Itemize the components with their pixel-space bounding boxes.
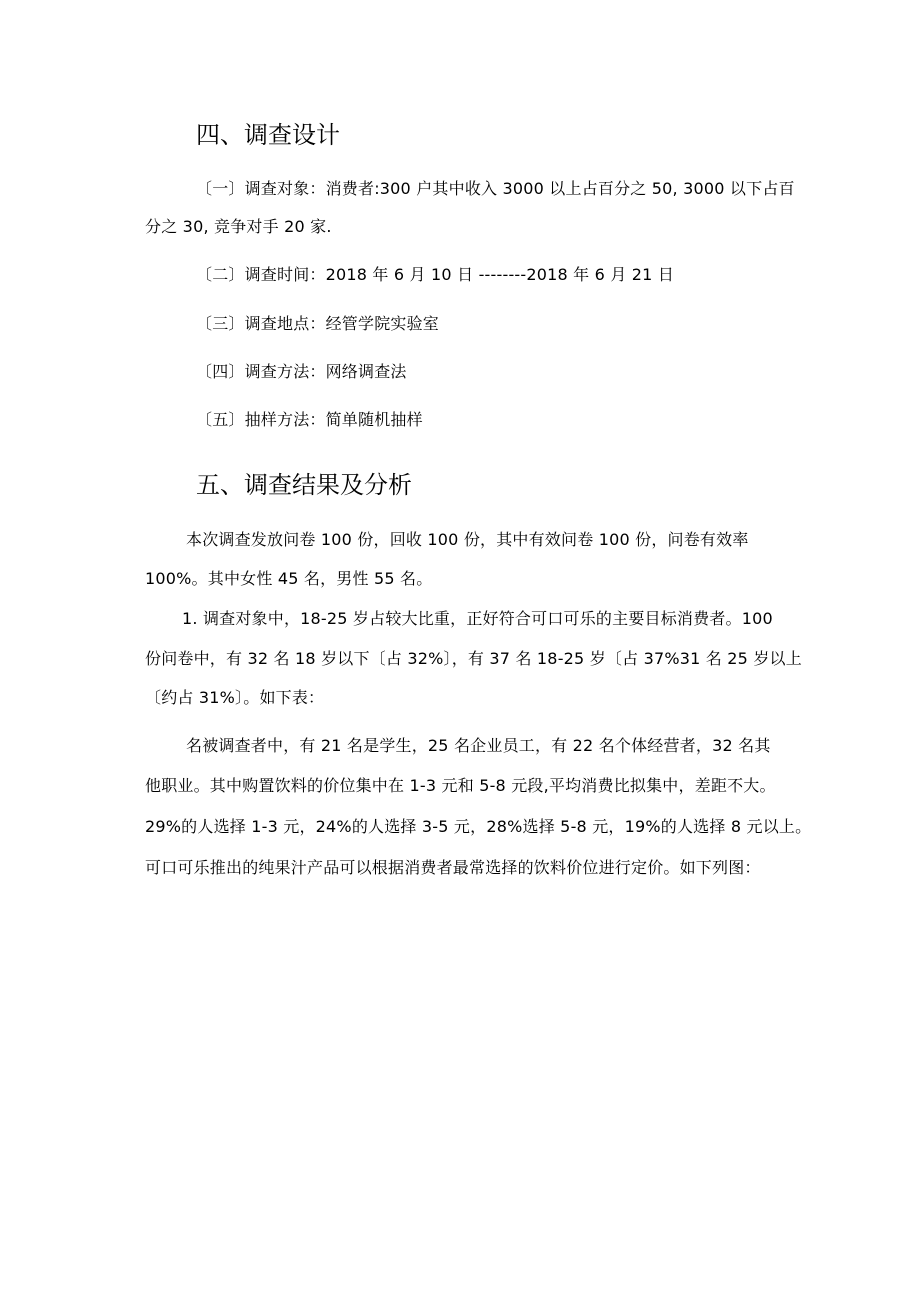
section-5-heading: 五、调查结果及分析 <box>196 471 412 499</box>
result-paragraph-2-line-2: 份问卷中，有 32 名 18 岁以下〔占 32%〕，有 37 名 18-25 岁〔占 37%31 名 25 岁以上 <box>145 649 802 668</box>
result-paragraph-3-line-2: 他职业。其中购置饮料的价位集中在 1-3 元和 5-8 元段,平均消费比拟集中，差距不大。 <box>145 776 776 795</box>
survey-target-line-1: 〔一〕调查对象：消费者:300 户其中收入 3000 以上占百分之 50, 3000 以下占百 <box>196 179 795 198</box>
result-paragraph-3-line-3: 29%的人选择 1-3 元，24%的人选择 3-5 元，28%选择 5-8 元，19%的人选择 8 元以上。 <box>145 817 812 836</box>
section-4-heading: 四、调查设计 <box>196 121 340 149</box>
survey-target-line-2: 分之 30, 竞争对手 20 家. <box>145 217 332 236</box>
sampling-method-line: 〔五〕抽样方法：简单随机抽样 <box>196 410 423 429</box>
survey-time-line: 〔二〕调查时间：2018 年 6 月 10 日 --------2018 年 6 月 21 日 <box>196 265 675 284</box>
result-paragraph-1-line-2: 100%。其中女性 45 名，男性 55 名。 <box>145 569 433 588</box>
result-paragraph-3-line-1: 名被调查者中，有 21 名是学生，25 名企业员工，有 22 名个体经营者，32 名其 <box>186 736 771 755</box>
result-paragraph-2-line-3: 〔约占 31%〕。如下表： <box>145 688 325 707</box>
survey-method-line: 〔四〕调查方法：网络调查法 <box>196 362 407 381</box>
survey-location-line: 〔三〕调查地点：经管学院实验室 <box>196 314 440 333</box>
result-paragraph-3-line-4: 可口可乐推出的纯果汁产品可以根据消费者最常选择的饮料价位进行定价。如下列图： <box>145 858 761 877</box>
result-paragraph-1-line-1: 本次调查发放问卷 100 份，回收 100 份，其中有效问卷 100 份，问卷有效率 <box>186 530 749 549</box>
result-paragraph-2-line-1: 1. 调查对象中，18-25 岁占较大比重，正好符合可口可乐的主要目标消费者。100 <box>182 609 773 628</box>
